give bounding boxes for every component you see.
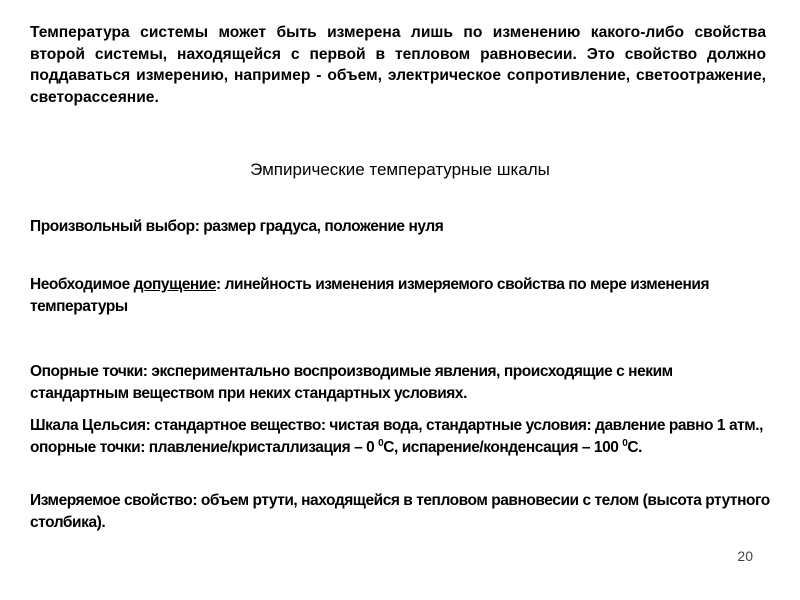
- page-number: 20: [737, 548, 753, 564]
- arbitrary-choice-paragraph: Произвольный выбор: размер градуса, положение нуля: [30, 218, 444, 235]
- assumption-suffix: : линейность изменения измеряемого свойства по мере изменения температуры: [30, 276, 710, 315]
- intro-paragraph: Температура системы может быть измерена лишь по изменению какого-либо свойства второй системы, находящейся с первой в тепловом равновесии. Это свойство должно поддаваться измерению, например - объем, электрическое сопротивление, светоотражение, светорассеяние.: [30, 24, 766, 106]
- celsius-text-part-2: С, испарение/конденсация – 100: [383, 438, 623, 456]
- celsius-scale-paragraph: [30, 415, 770, 458]
- assumption-paragraph: [30, 274, 770, 317]
- measured-property-paragraph: Измеряемое свойство: объем ртути, находящейся в тепловом равновесии с телом (высота ртутного столбика).: [30, 492, 770, 531]
- section-heading: Эмпирические температурные шкалы: [250, 160, 550, 179]
- celsius-text-part-1: Шкала Цельсия: стандартное вещество: чистая вода, стандартные условия: давление равно 1 атм., опорные точки: плавление/кристаллизация – 0: [30, 417, 763, 456]
- degree-superscript-2: 0: [622, 437, 628, 449]
- celsius-text-part-3: С.: [627, 438, 643, 456]
- degree-superscript-1: 0: [378, 437, 384, 449]
- assumption-prefix: Необходимое: [30, 276, 134, 293]
- reference-points-paragraph: Опорные точки: экспериментально воспроизводимые явления, происходящие с неким стандартным веществом при неких стандартных условиях.: [30, 363, 673, 402]
- assumption-underlined-term: допущение: [133, 276, 217, 293]
